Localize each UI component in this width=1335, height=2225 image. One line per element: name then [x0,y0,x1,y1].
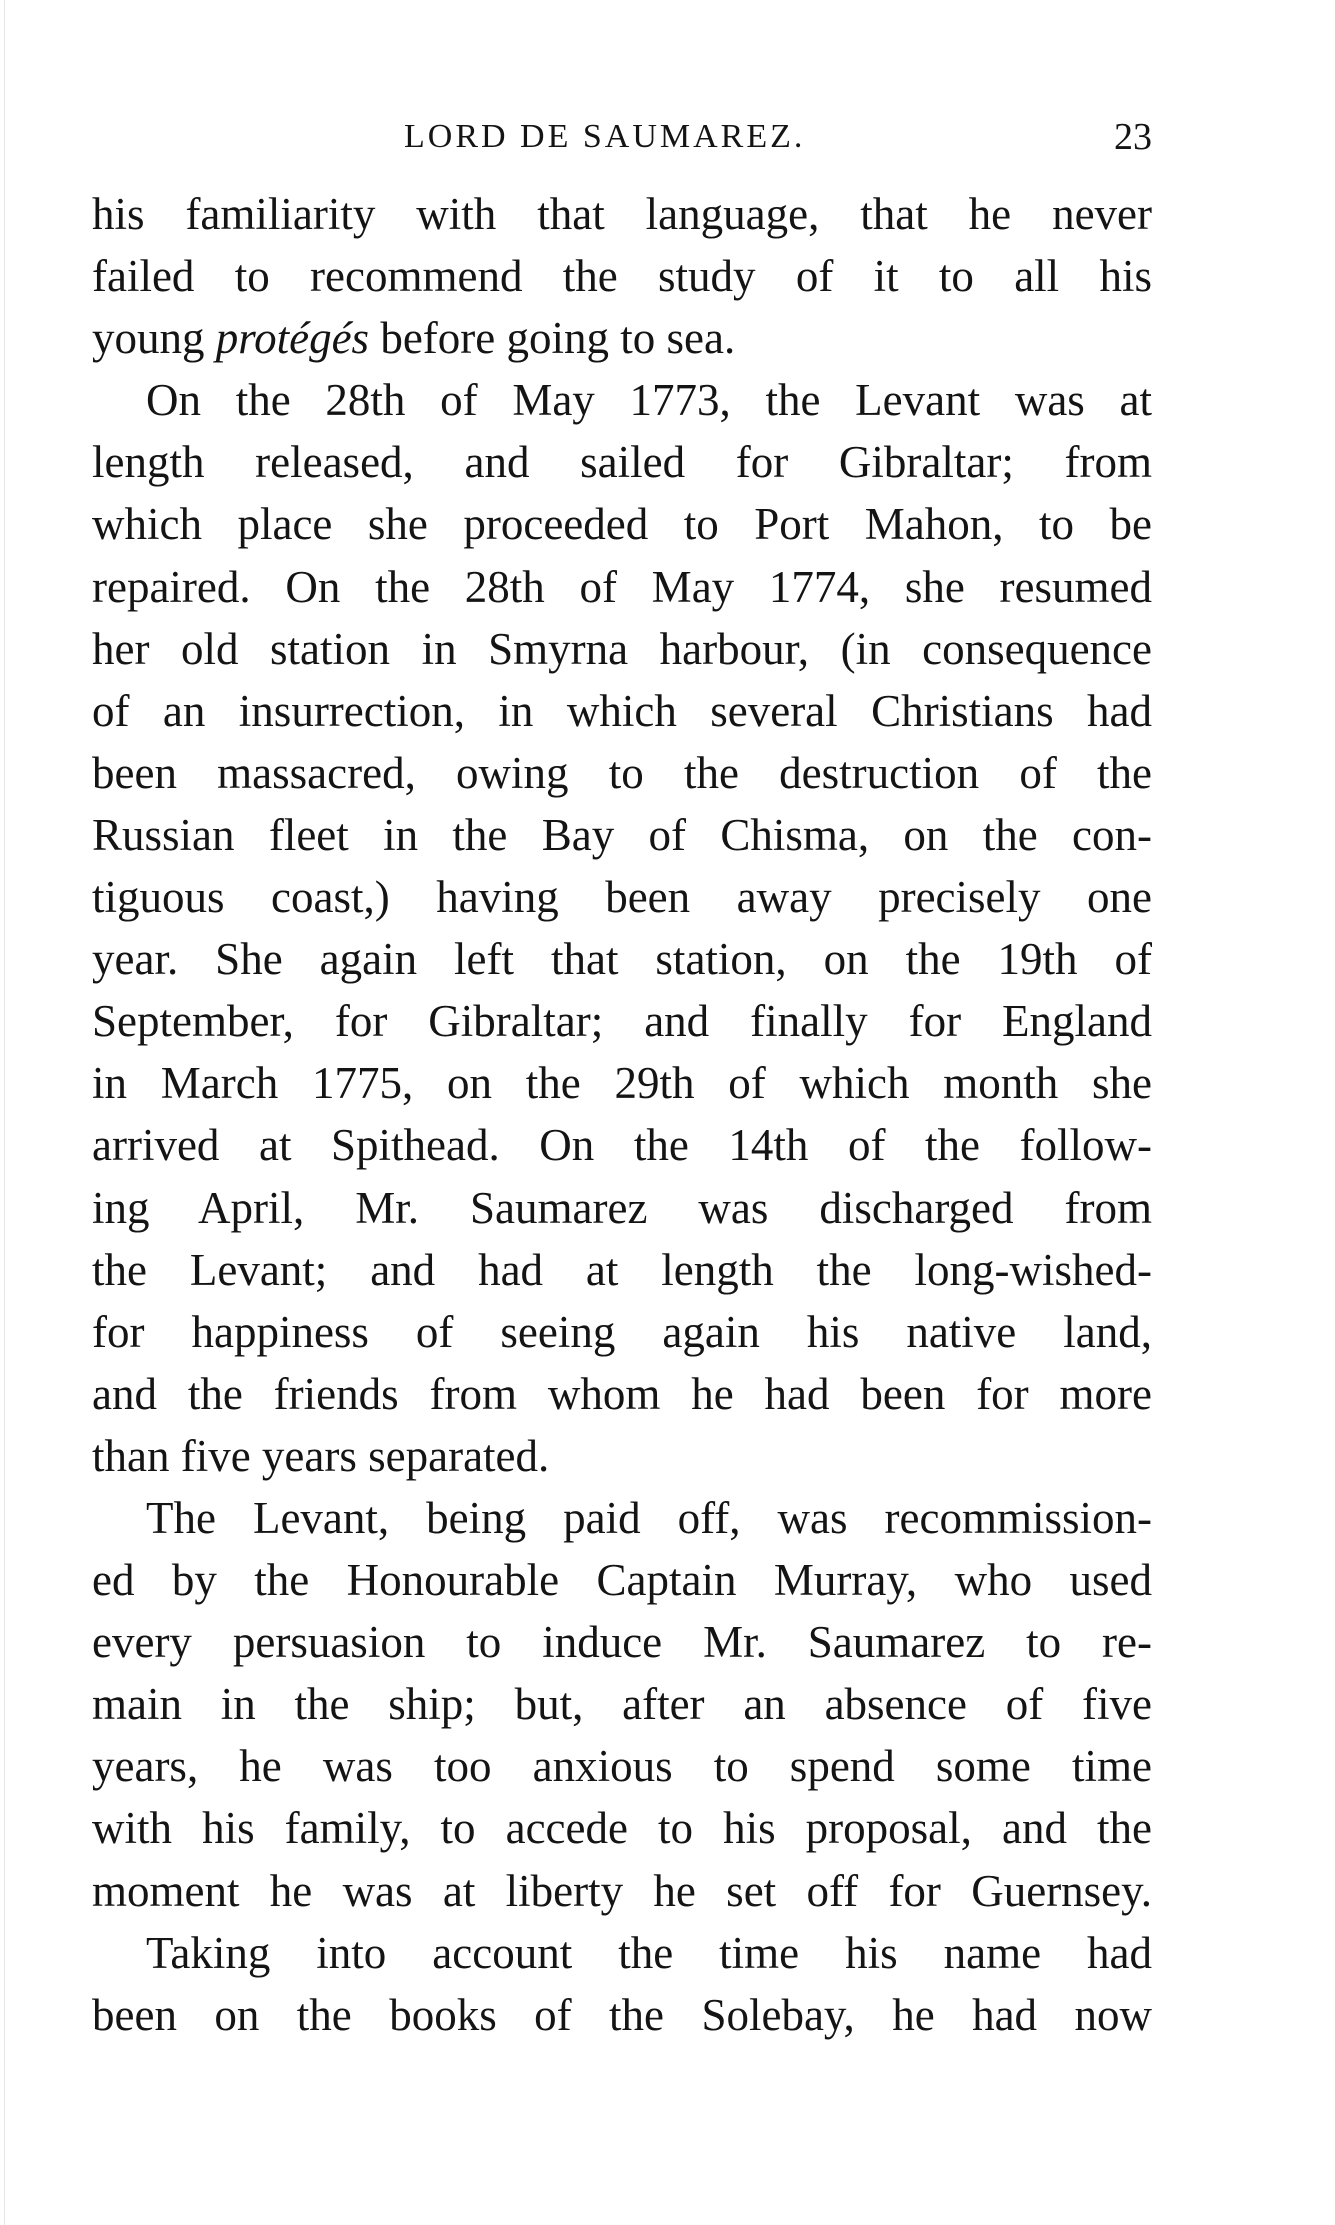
text-line: and the friends from whom he had been for more [92,1368,1152,1419]
text-line: of an insurrection, in which several Christians had [92,685,1152,736]
text-line: length released, and sailed for Gibraltar; from [92,437,1152,488]
text-line: for happiness of seeing again his native land, [92,1306,1152,1357]
running-head [92,112,1152,162]
text-line [92,307,1152,369]
text-run: before going to sea. [369,313,736,364]
text-line: in March 1775, on the 29th of which month she [92,1058,1152,1109]
text-line: repaired. On the 28th of May 1774, she resumed [92,561,1152,612]
text-line: tiguous coast,) having been away precisely one [92,872,1152,923]
text-line: years, he was too anxious to spend some time [92,1741,1152,1792]
text-run: young [92,313,216,364]
page-number: 23 [1114,116,1152,158]
text-line: main in the ship; but, after an absence of five [92,1679,1152,1730]
text-line: The Levant, being paid off, was recommission- [146,1492,1152,1543]
text-line: which place she proceeded to Port Mahon, to be [92,499,1152,550]
text-line: moment he was at liberty he set off for Guernsey. [92,1865,1152,1916]
text-line: year. She again left that station, on the 19th of [92,934,1152,985]
text-line: ing April, Mr. Saumarez was discharged from [92,1182,1152,1233]
text-line: the Levant; and had at length the long-wished- [92,1244,1152,1295]
text-line: September, for Gibraltar; and finally for England [92,996,1152,1047]
text-line: his familiarity with that language, that he never [92,189,1152,239]
text-line: been massacred, owing to the destruction of the [92,747,1152,798]
text-line: On the 28th of May 1773, the Levant was at [146,375,1152,426]
page-edge-line [4,0,5,2225]
text-line: been on the books of the Solebay, he had now [92,1989,1152,2040]
text-line: every persuasion to induce Mr. Saumarez to re- [92,1617,1152,1668]
italic-term: protégés [215,313,370,364]
body-text [92,183,1152,2046]
text-line: failed to recommend the study of it to all his [92,251,1152,302]
text-line: with his family, to accede to his proposal, and the [92,1803,1152,1854]
text-line: ed by the Honourable Captain Murray, who used [92,1555,1152,1606]
text-line: arrived at Spithead. On the 14th of the follow- [92,1120,1152,1171]
text-line: Taking into account the time his name had [146,1927,1152,1978]
text-line: Russian fleet in the Bay of Chisma, on the con- [92,809,1152,860]
text-line: her old station in Smyrna harbour, (in consequence [92,623,1152,674]
running-head-title: LORD DE SAUMAREZ. [404,118,806,155]
text-line: than five years separated. [92,1430,550,1481]
